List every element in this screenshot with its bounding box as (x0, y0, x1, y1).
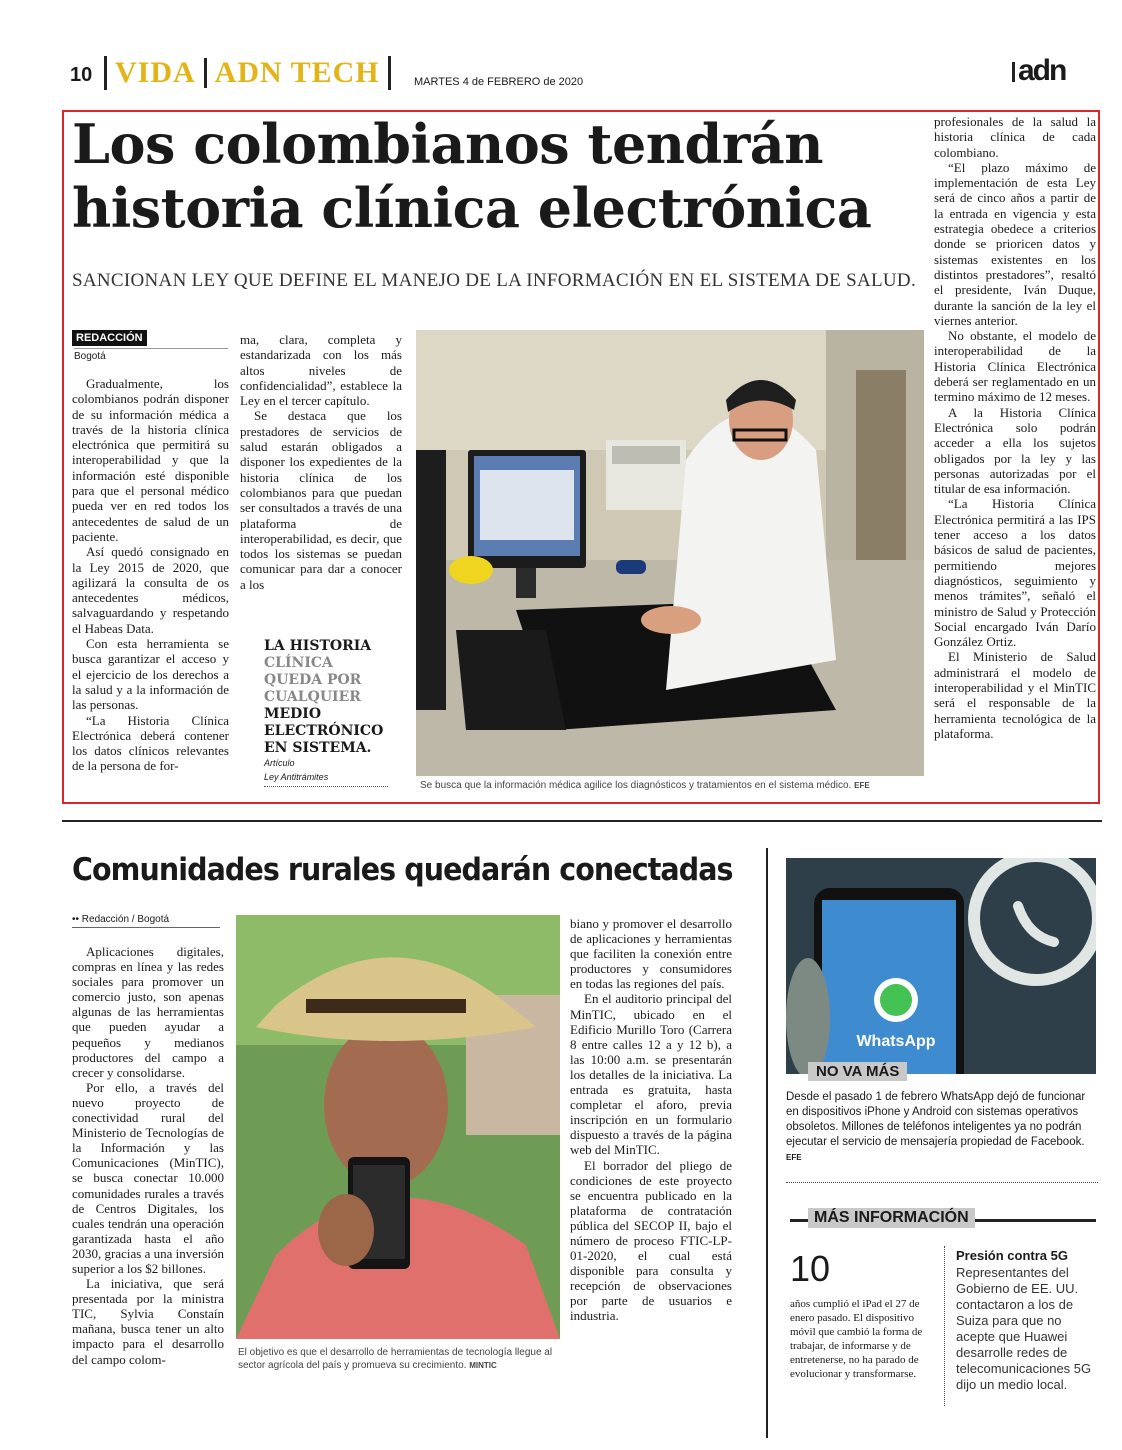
big-number: 10 (790, 1248, 831, 1289)
paragraph: No obstante, el modelo de interoperabilidad de la Historia Clínica Electrónica deberá ser reglamentado en un termino máximo de 12 meses. (934, 328, 1096, 405)
article2-photo-caption (238, 1346, 562, 1372)
paragraph: ma, clara, completa y estandarizada con los más altos niveles de confidencialidad”, establece la Ley en el tercer capítulo. (240, 332, 402, 409)
paragraph: A la Historia Clínica Electrónica solo podrán acceder a ella los sujetos obligados por la ley y las personas autorizadas por el titular de esa información. (934, 404, 1096, 497)
doctor-computer-photo (416, 330, 924, 776)
farmer-phone-photo (236, 915, 560, 1339)
whatsapp-label: WhatsApp (856, 1033, 936, 1050)
pull-quote-part3: MEDIO ELECTRÓNICO EN SISTEMA. (264, 706, 384, 756)
article2-headline: Comunidades rurales quedarán conectadas (72, 852, 733, 888)
quote-source-line1: Artículo (264, 758, 295, 768)
no-va-mas-body: Desde el pasado 1 de febrero WhatsApp dejó de funcionar en dispositivos iPhone y Android con sistemas operativos obsoletos. Millones de teléfonos inteligentes ya no podrán ejecutar el servicio de mensajería propiedad de Facebook. (786, 1091, 1086, 1148)
photo-credit: MINTIC (469, 1361, 497, 1370)
5g-info-text: Representantes del Gobierno de EE. UU. contactaron a los de Suiza para que no acepte que Huawei desarrolle redes de telecomunicaciones 5G dijo un medio local. (956, 1265, 1092, 1392)
paragraph: Se destaca que los prestadores de servicios de salud estarán obligados a disponer los expedientes de la historia clínica de los colombianos para que puedan ser consultados a través de una plataforma de interoperabilidad, es decir, que todos los sistemas se puedan comunicar para dar a conocer a los (240, 408, 402, 592)
article2-byline: •• Redacción / Bogotá (72, 914, 220, 928)
column-divider (766, 848, 768, 1438)
whatsapp-phone-photo (786, 858, 1096, 1074)
paragraph: Así quedó consignado en la Ley 2015 de 2020, que agilizará la consulta de os antecedentes médicos, salvaguardando y respetando el Habeas Data. (72, 544, 229, 636)
section-divider-rule (62, 820, 1102, 822)
paragraph: biano y promover el desarrollo de aplicaciones y herramientas que faciliten la conexión entre productores y consumidores en todas las regiones del país. (570, 916, 732, 992)
article1-subhead: SANCIONAN LEY QUE DEFINE EL MANEJO DE LA INFORMACIÓN EN EL SISTEMA DE SALUD. (72, 270, 916, 291)
caption-text: El objetivo es que el desarrollo de herramientas de tecnología llegue al sector agrícola del país y promueva su crecimiento. (238, 1347, 553, 1371)
paragraph: El Ministerio de Salud administrará el modelo de interoperabilidad y el MinTIC será el responsable de la herramienta tecnológica de la plataforma. (934, 649, 1096, 741)
info-divider (944, 1246, 945, 1406)
paragraph: “La Historia Clínica Electrónica permitirá a las IPS tener acceso a los datos básicos de salud de pacientes, permitiendo mejores diagnósticos, seguimiento y menos trámites”, señaló el ministro de Salud y Protección Social encargado Iván Darío González Ortiz. (934, 496, 1096, 650)
5g-info-title: Presión contra 5G (956, 1248, 1068, 1263)
article1-column-1 (72, 376, 229, 774)
paragraph: En el auditorio principal del MinTIC, ubicado en el Edificio Murillo Toro (Carrera 8 entre calles 12 a y 12 b), a las 10:00 a.m. se presentarán los detalles de la iniciativa. La entrada es gratuita, hasta completar el aforo, previa inscripción en un formulario dispuesto a través de la página web del MinTIC. (570, 991, 732, 1158)
pull-quote-source (264, 756, 388, 787)
no-va-mas-label: NO VA MÁS (808, 1062, 907, 1081)
adn-logo: adn (1018, 54, 1066, 87)
byline-city: Bogotá (74, 348, 228, 362)
section-name: VIDA (115, 56, 196, 89)
subsection-name: ADN TECH (214, 56, 380, 89)
article1-headline: Los colombianos tendrán historia clínica electrónica (72, 112, 872, 240)
pull-quote-part1: LA HISTORIA (264, 638, 372, 654)
article1-column-2 (240, 332, 402, 592)
paragraph: “El plazo máximo de implementación de esta Ley será de cinco años a partir de la entrada en vigencia y esta estrategia obedece a criterios donde se prioricen datos y sistemas existentes en los distintos prestadores”, resaltó el presidente, Iván Duque, durante la sanción de la ley el viernes anterior. (934, 159, 1096, 328)
paragraph: profesionales de la salud la historia clínica de cada colombiano. (934, 114, 1096, 160)
paragraph: Aplicaciones digitales, compras en línea y las redes sociales para promover un comercio justo, son apenas algunas de las herramientas que pueden ayudar a pequeños y medianos productores del campo a crecer y consolidarse. (72, 944, 224, 1080)
page-number: 10 (70, 64, 93, 86)
paragraph: El borrador del pliego de condiciones de este proyecto se encuentra publicado en la plataforma de contratación pública del SECOP II, bajo el número de proceso FTIC-LP-01-2020, el cual está disponible para consulta y recepción de observaciones por parte de usuarios e industria. (570, 1157, 732, 1324)
issue-date: MARTES 4 de FEBRERO de 2020 (414, 76, 584, 88)
section-label (104, 56, 391, 90)
photo-credit: EFE (854, 781, 870, 790)
article1-photo-caption (420, 780, 920, 791)
article1-column-3 (934, 114, 1096, 741)
byline-tag: REDACCIÓN (72, 330, 147, 346)
quote-source-line2: Ley Antitrámites (264, 772, 329, 782)
dotted-divider (786, 1182, 1098, 1183)
article2-column-1 (72, 944, 224, 1367)
no-va-mas-text (786, 1090, 1092, 1165)
mas-informacion-label: MÁS INFORMACIÓN (808, 1208, 975, 1228)
paragraph: Con esta herramienta se busca garantizar el acceso y el ejercicio de los derechos a la salud y a la información de las personas. (72, 636, 229, 713)
pull-quote (264, 638, 388, 757)
caption-text: Se busca que la información médica agilice los diagnósticos y tratamientos en el sistema médico. (420, 780, 852, 791)
no-va-mas-credit: EFE (786, 1153, 802, 1162)
paragraph: Por ello, a través del nuevo proyecto de conectividad rural del Ministerio de Tecnologías de la Información y las Comunicaciones (MinTIC), se busca conectar 10.000 comunidades rurales a través de Centros Digitales, los cuales tendrán una operación garantizada hasta el año 2030, gracias a una inversión superior a los $2 billones. (72, 1079, 224, 1276)
paragraph: La iniciativa, que será presentada por la ministra TIC, Sylvia Constaín mañana, busca tener un alto impacto para el desarrollo del campo colom- (72, 1276, 224, 1367)
paragraph: Gradualmente, los colombianos podrán disponer de su información médica a través de la historia clínica electrónica que permitirá su interoperabilidad y que la información esté disponible para que el personal médico pueda ver en red todos los antecedentes de salud de un paciente. (72, 376, 229, 544)
article2-column-2 (570, 916, 732, 1324)
ipad-info-text: años cumplió el iPad el 27 de enero pasado. El dispositivo móvil que cambió la forma de trabajar, de informarse y de entretenerse, no ha parado de evolucionar y transformarse. (790, 1298, 923, 1380)
pull-quote-part2: CLÍNICA QUEDA POR CUALQUIER (264, 655, 362, 705)
paragraph: “La Historia Clínica Electrónica deberá contener los datos clínicos relevantes de la persona de for- (72, 712, 229, 774)
